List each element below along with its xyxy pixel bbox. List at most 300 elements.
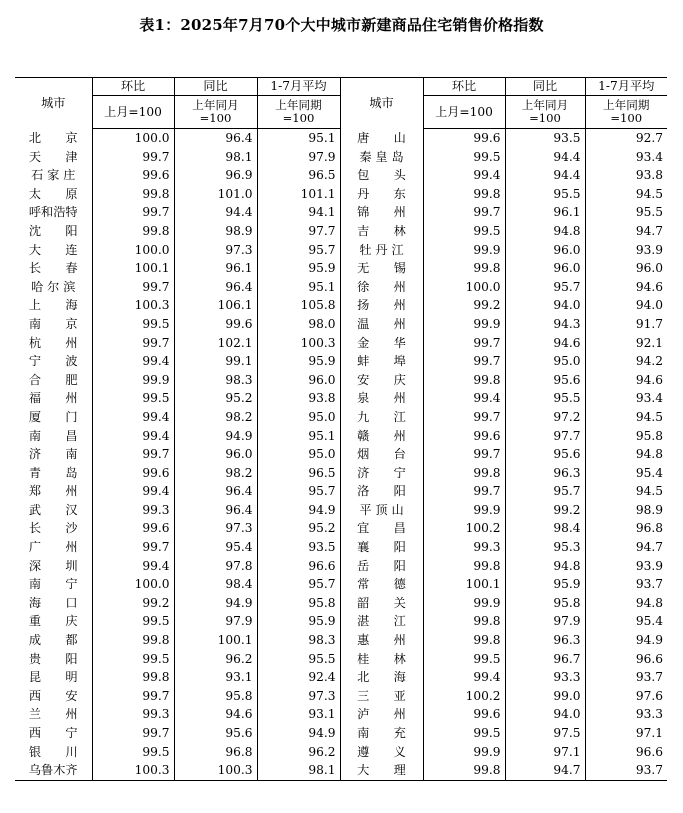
cell-city-left: 成 都	[28, 633, 78, 648]
cell-mom-right: 100.2	[423, 687, 505, 706]
cell-yoy-right: 94.8	[505, 222, 585, 241]
table-row	[15, 761, 667, 780]
avg-base-line1: 上年同期	[603, 98, 650, 112]
cell-yoy-left: 97.9	[174, 612, 257, 631]
table-row	[15, 352, 667, 371]
cell-city-right: 丹 东	[340, 185, 423, 204]
cell-mom-left: 100.3	[92, 296, 174, 315]
cell-city-left: 西 安	[28, 688, 78, 703]
cell-city-left: 南 昌	[28, 428, 78, 443]
cell-yoy-right: 95.5	[505, 389, 585, 408]
cell-mom-left: 99.3	[92, 705, 174, 724]
cell-city-left: 兰 州	[28, 707, 78, 722]
cell-mom-right: 99.7	[423, 334, 505, 353]
table-row	[15, 557, 667, 576]
cell-mom-left: 100.3	[92, 761, 174, 780]
cell-city-right: 泸 州	[340, 705, 423, 724]
cell-avg-right: 91.7	[585, 315, 667, 334]
cell-avg-left: 95.0	[257, 445, 340, 464]
table-row	[15, 166, 667, 185]
cell-avg-left: 93.1	[257, 705, 340, 724]
cell-avg-right: 93.4	[585, 389, 667, 408]
cell-yoy-right: 94.4	[505, 148, 585, 167]
cell-city-right: 烟 台	[340, 445, 423, 464]
cell-mom-left: 99.8	[92, 222, 174, 241]
table-row	[15, 705, 667, 724]
cell-avg-right: 94.6	[585, 371, 667, 390]
cell-yoy-right: 95.7	[505, 278, 585, 297]
mom-header-left: 环比	[92, 78, 174, 96]
cell-mom-right: 99.5	[423, 148, 505, 167]
cell-yoy-right: 94.0	[505, 296, 585, 315]
cell-yoy-right: 97.7	[505, 427, 585, 446]
cell-avg-right: 94.7	[585, 222, 667, 241]
cell-mom-right: 99.5	[423, 650, 505, 669]
cell-yoy-right: 96.3	[505, 464, 585, 483]
cell-mom-right: 99.4	[423, 389, 505, 408]
cell-city-left: 重 庆	[28, 614, 78, 629]
cell-avg-left: 96.5	[257, 464, 340, 483]
cell-mom-right: 99.7	[423, 408, 505, 427]
cell-city-right: 常 德	[340, 575, 423, 594]
cell-city-right: 无 锡	[340, 259, 423, 278]
cell-mom-right: 99.4	[423, 668, 505, 687]
cell-avg-right: 93.4	[585, 148, 667, 167]
cell-mom-left: 99.4	[92, 427, 174, 446]
table-row	[15, 389, 667, 408]
cell-avg-left: 92.4	[257, 668, 340, 687]
table-row	[15, 482, 667, 501]
cell-mom-left: 99.7	[92, 687, 174, 706]
table-row	[15, 315, 667, 334]
cell-city-left: 沈 阳	[28, 223, 78, 238]
cell-mom-right: 99.7	[423, 445, 505, 464]
cell-mom-left: 100.0	[92, 575, 174, 594]
cell-yoy-left: 95.4	[174, 538, 257, 557]
cell-yoy-right: 99.0	[505, 687, 585, 706]
cell-mom-left: 99.6	[92, 464, 174, 483]
cell-yoy-left: 102.1	[174, 334, 257, 353]
cell-avg-right: 94.5	[585, 408, 667, 427]
cell-mom-right: 99.7	[423, 203, 505, 222]
table-body	[15, 129, 667, 781]
cell-avg-right: 94.7	[585, 538, 667, 557]
cell-avg-left: 95.7	[257, 482, 340, 501]
cell-yoy-right: 96.0	[505, 241, 585, 260]
table-row	[15, 519, 667, 538]
mom-base-right: 上月=100	[423, 96, 505, 129]
table-row	[15, 575, 667, 594]
cell-city-right: 吉 林	[340, 222, 423, 241]
cell-city-left: 天 津	[28, 149, 78, 164]
cell-yoy-right: 94.7	[505, 761, 585, 780]
cell-avg-left: 95.1	[257, 278, 340, 297]
table-row	[15, 594, 667, 613]
cell-avg-right: 93.7	[585, 668, 667, 687]
cell-city-left: 上 海	[28, 298, 78, 313]
yoy-base-line2: =100	[199, 111, 232, 125]
cell-avg-left: 96.2	[257, 743, 340, 762]
cell-avg-right: 93.9	[585, 557, 667, 576]
cell-yoy-right: 94.0	[505, 705, 585, 724]
cell-city-right: 襄 阳	[340, 538, 423, 557]
cell-yoy-left: 96.2	[174, 650, 257, 669]
cell-city-right: 包 头	[340, 166, 423, 185]
cell-mom-left: 99.4	[92, 482, 174, 501]
cell-yoy-right: 98.4	[505, 519, 585, 538]
cell-city-left: 南 宁	[28, 577, 78, 592]
table-row	[15, 427, 667, 446]
cell-city-left: 哈 尔 滨	[31, 279, 76, 294]
cell-avg-right: 96.6	[585, 743, 667, 762]
table-row	[15, 650, 667, 669]
cell-mom-right: 100.1	[423, 575, 505, 594]
cell-city-left: 石 家 庄	[31, 168, 76, 183]
cell-yoy-left: 99.1	[174, 352, 257, 371]
cell-mom-right: 99.4	[423, 166, 505, 185]
cell-mom-left: 99.5	[92, 315, 174, 334]
cell-yoy-left: 98.2	[174, 408, 257, 427]
table-header	[15, 78, 667, 129]
cell-city-right: 韶 关	[340, 594, 423, 613]
cell-avg-right: 95.4	[585, 464, 667, 483]
yoy-base-right	[505, 96, 585, 129]
cell-mom-right: 99.8	[423, 557, 505, 576]
cell-yoy-right: 94.6	[505, 334, 585, 353]
cell-yoy-right: 94.4	[505, 166, 585, 185]
cell-avg-right: 94.9	[585, 631, 667, 650]
cell-yoy-right: 93.5	[505, 129, 585, 148]
cell-yoy-left: 94.6	[174, 705, 257, 724]
cell-city-right: 北 海	[340, 668, 423, 687]
cell-yoy-left: 95.8	[174, 687, 257, 706]
cell-yoy-right: 94.8	[505, 557, 585, 576]
cell-yoy-right: 97.5	[505, 724, 585, 743]
cell-city-left: 长 沙	[28, 521, 78, 536]
cell-yoy-left: 96.4	[174, 501, 257, 520]
cell-city-left: 太 原	[28, 186, 78, 201]
cell-yoy-right: 95.9	[505, 575, 585, 594]
table-row	[15, 464, 667, 483]
cell-avg-left: 95.0	[257, 408, 340, 427]
cell-yoy-left: 98.9	[174, 222, 257, 241]
cell-mom-left: 99.5	[92, 743, 174, 762]
cell-mom-left: 99.4	[92, 408, 174, 427]
cell-avg-left: 97.7	[257, 222, 340, 241]
cell-yoy-right: 95.3	[505, 538, 585, 557]
cell-mom-right: 99.5	[423, 222, 505, 241]
cell-city-right: 三 亚	[340, 687, 423, 706]
cell-mom-right: 99.9	[423, 501, 505, 520]
cell-avg-right: 94.0	[585, 296, 667, 315]
avg-base-right	[585, 96, 667, 129]
cell-yoy-left: 94.9	[174, 594, 257, 613]
cell-city-right: 济 宁	[340, 464, 423, 483]
table-title: 表1：2025年7月70个大中城市新建商品住宅销售价格指数	[139, 16, 544, 34]
cell-yoy-left: 96.4	[174, 129, 257, 148]
cell-avg-right: 93.7	[585, 761, 667, 780]
cell-avg-right: 95.5	[585, 203, 667, 222]
cell-city-right: 泉 州	[340, 389, 423, 408]
cell-mom-right: 99.8	[423, 631, 505, 650]
yoy-base-line1: 上年同月	[521, 98, 569, 112]
yoy-base-line1: 上年同月	[192, 98, 239, 112]
cell-mom-right: 100.0	[423, 278, 505, 297]
avg-base-line2: =100	[282, 111, 315, 125]
cell-avg-right: 98.9	[585, 501, 667, 520]
cell-yoy-left: 95.2	[174, 389, 257, 408]
cell-mom-left: 99.2	[92, 594, 174, 613]
cell-city-right: 金 华	[340, 334, 423, 353]
cell-yoy-left: 98.3	[174, 371, 257, 390]
cell-avg-left: 95.9	[257, 352, 340, 371]
table-row	[15, 687, 667, 706]
cell-city-right: 大 理	[340, 761, 423, 780]
cell-yoy-left: 96.4	[174, 482, 257, 501]
cell-mom-right: 99.5	[423, 724, 505, 743]
mom-header-right: 环比	[423, 78, 505, 96]
table-row	[15, 241, 667, 260]
cell-city-left: 南 京	[28, 316, 78, 331]
cell-mom-left: 99.8	[92, 631, 174, 650]
cell-city-right: 桂 林	[340, 650, 423, 669]
cell-avg-left: 95.9	[257, 612, 340, 631]
table-row	[15, 278, 667, 297]
cell-city-left: 武 汉	[28, 502, 78, 517]
cell-mom-right: 99.9	[423, 315, 505, 334]
cell-avg-right: 97.6	[585, 687, 667, 706]
cell-yoy-left: 98.4	[174, 575, 257, 594]
table-row	[15, 538, 667, 557]
cell-yoy-right: 93.3	[505, 668, 585, 687]
cell-mom-right: 99.2	[423, 296, 505, 315]
cell-avg-left: 96.0	[257, 371, 340, 390]
cell-avg-left: 95.5	[257, 650, 340, 669]
cell-mom-left: 99.5	[92, 612, 174, 631]
cell-yoy-left: 100.3	[174, 761, 257, 780]
cell-yoy-right: 97.2	[505, 408, 585, 427]
cell-avg-left: 95.9	[257, 259, 340, 278]
cell-mom-right: 99.3	[423, 538, 505, 557]
cell-mom-right: 99.8	[423, 761, 505, 780]
cell-yoy-left: 96.1	[174, 259, 257, 278]
cell-mom-right: 99.9	[423, 241, 505, 260]
cell-mom-left: 99.6	[92, 166, 174, 185]
cell-avg-left: 95.1	[257, 129, 340, 148]
cell-city-left: 合 肥	[28, 372, 78, 387]
cell-avg-right: 94.2	[585, 352, 667, 371]
cell-mom-left: 99.5	[92, 389, 174, 408]
table-row	[15, 129, 667, 148]
cell-city-right: 扬 州	[340, 296, 423, 315]
table-row	[15, 222, 667, 241]
cell-city-left: 福 州	[28, 391, 78, 406]
cell-mom-left: 99.7	[92, 203, 174, 222]
cell-avg-right: 93.9	[585, 241, 667, 260]
cell-city-right: 牡 丹 江	[340, 241, 423, 260]
cell-mom-left: 99.5	[92, 650, 174, 669]
cell-yoy-right: 97.1	[505, 743, 585, 762]
cell-mom-left: 99.8	[92, 185, 174, 204]
table-row	[15, 612, 667, 631]
cell-yoy-right: 99.2	[505, 501, 585, 520]
cell-mom-left: 99.8	[92, 668, 174, 687]
cell-mom-left: 99.7	[92, 334, 174, 353]
cell-city-right: 遵 义	[340, 743, 423, 762]
yoy-base-line2: =100	[529, 111, 561, 125]
cell-avg-left: 98.3	[257, 631, 340, 650]
cell-avg-left: 94.9	[257, 724, 340, 743]
cell-mom-left: 99.6	[92, 519, 174, 538]
cell-yoy-right: 95.8	[505, 594, 585, 613]
cell-avg-right: 94.8	[585, 594, 667, 613]
cell-yoy-right: 95.7	[505, 482, 585, 501]
cell-yoy-left: 98.1	[174, 148, 257, 167]
cell-city-left: 北 京	[28, 130, 78, 145]
cell-avg-left: 97.3	[257, 687, 340, 706]
cell-avg-left: 95.7	[257, 575, 340, 594]
cell-avg-right: 97.1	[585, 724, 667, 743]
cell-yoy-right: 96.7	[505, 650, 585, 669]
cell-city-left: 厦 门	[28, 409, 78, 424]
cell-avg-right: 93.8	[585, 166, 667, 185]
cell-city-right: 九 江	[340, 408, 423, 427]
cell-yoy-left: 96.0	[174, 445, 257, 464]
cell-avg-left: 100.3	[257, 334, 340, 353]
table-row	[15, 148, 667, 167]
cell-avg-right: 96.8	[585, 519, 667, 538]
table-row	[15, 334, 667, 353]
cell-avg-right: 94.5	[585, 185, 667, 204]
cell-city-left: 大 连	[28, 242, 78, 257]
cell-city-left: 宁 波	[28, 354, 78, 369]
cell-avg-right: 94.6	[585, 278, 667, 297]
cell-avg-right: 94.8	[585, 445, 667, 464]
cell-mom-left: 100.0	[92, 129, 174, 148]
cell-yoy-right: 96.0	[505, 259, 585, 278]
cell-avg-right: 96.0	[585, 259, 667, 278]
avg-base-left	[257, 96, 340, 129]
cell-mom-left: 99.4	[92, 352, 174, 371]
cell-mom-left: 99.9	[92, 371, 174, 390]
yoy-base-left	[174, 96, 257, 129]
cell-yoy-left: 95.6	[174, 724, 257, 743]
cell-yoy-right: 95.5	[505, 185, 585, 204]
cell-yoy-right: 96.1	[505, 203, 585, 222]
cell-mom-left: 99.7	[92, 724, 174, 743]
cell-mom-right: 99.8	[423, 464, 505, 483]
cell-city-left: 呼和浩特	[28, 205, 78, 220]
cell-city-right: 岳 阳	[340, 557, 423, 576]
cell-city-left: 济 南	[28, 447, 78, 462]
cell-mom-left: 99.4	[92, 557, 174, 576]
cell-yoy-left: 97.8	[174, 557, 257, 576]
cell-yoy-right: 94.3	[505, 315, 585, 334]
avg-base-line1: 上年同期	[275, 98, 322, 112]
cell-avg-left: 93.8	[257, 389, 340, 408]
cell-city-right: 锦 州	[340, 203, 423, 222]
cell-mom-right: 99.7	[423, 352, 505, 371]
table-row	[15, 296, 667, 315]
cell-avg-left: 95.1	[257, 427, 340, 446]
city-header-right: 城市	[340, 78, 423, 129]
cell-avg-left: 97.9	[257, 148, 340, 167]
cell-city-right: 宜 昌	[340, 519, 423, 538]
cell-city-right: 湛 江	[340, 612, 423, 631]
table-row	[15, 743, 667, 762]
cell-yoy-right: 95.6	[505, 445, 585, 464]
cell-mom-left: 99.7	[92, 538, 174, 557]
cell-city-left: 杭 州	[28, 335, 78, 350]
table-row	[15, 185, 667, 204]
cell-yoy-left: 106.1	[174, 296, 257, 315]
table-row	[15, 203, 667, 222]
cell-yoy-left: 101.0	[174, 185, 257, 204]
cell-city-left: 海 口	[28, 595, 78, 610]
cell-city-left: 西 宁	[28, 726, 78, 740]
cell-mom-left: 99.3	[92, 501, 174, 520]
table-row	[15, 408, 667, 427]
cell-city-right: 温 州	[340, 315, 423, 334]
cell-city-right: 徐 州	[340, 278, 423, 297]
cell-city-right: 南 充	[340, 724, 423, 743]
cell-mom-right: 99.6	[423, 129, 505, 148]
cell-city-right: 平 顶 山	[340, 501, 423, 520]
cell-mom-right: 99.9	[423, 743, 505, 762]
cell-avg-left: 93.5	[257, 538, 340, 557]
cell-mom-left: 100.1	[92, 259, 174, 278]
cell-yoy-right: 95.0	[505, 352, 585, 371]
cell-city-left: 长 春	[28, 261, 78, 276]
cell-city-left: 银 川	[28, 744, 78, 759]
cell-city-right: 秦 皇 岛	[340, 148, 423, 167]
table-row	[15, 445, 667, 464]
table-row	[15, 371, 667, 390]
cell-yoy-left: 97.3	[174, 241, 257, 260]
cell-yoy-left: 93.1	[174, 668, 257, 687]
cell-yoy-left: 94.4	[174, 203, 257, 222]
price-index-table	[15, 77, 667, 781]
cell-yoy-right: 97.9	[505, 612, 585, 631]
cell-mom-right: 99.8	[423, 371, 505, 390]
cell-yoy-right: 96.3	[505, 631, 585, 650]
cell-avg-right: 92.1	[585, 334, 667, 353]
cell-yoy-left: 96.8	[174, 743, 257, 762]
cell-yoy-right: 95.6	[505, 371, 585, 390]
avg-header-left: 1-7月平均	[257, 78, 340, 96]
cell-yoy-left: 96.9	[174, 166, 257, 185]
table-row	[15, 631, 667, 650]
cell-avg-left: 101.1	[257, 185, 340, 204]
avg-header-right: 1-7月平均	[585, 78, 667, 96]
cell-city-right: 赣 州	[340, 427, 423, 446]
cell-avg-left: 94.9	[257, 501, 340, 520]
cell-mom-left: 99.7	[92, 445, 174, 464]
cell-yoy-left: 94.9	[174, 427, 257, 446]
cell-avg-left: 95.2	[257, 519, 340, 538]
cell-yoy-left: 97.3	[174, 519, 257, 538]
cell-yoy-left: 98.2	[174, 464, 257, 483]
yoy-header-left: 同比	[174, 78, 257, 96]
mom-base-left: 上月=100	[92, 96, 174, 129]
cell-city-right: 蚌 埠	[340, 352, 423, 371]
cell-city-left: 广 州	[28, 540, 78, 555]
cell-avg-right: 93.7	[585, 575, 667, 594]
cell-avg-left: 95.7	[257, 241, 340, 260]
cell-city-left: 昆 明	[28, 670, 78, 685]
cell-avg-left: 94.1	[257, 203, 340, 222]
cell-avg-left: 95.8	[257, 594, 340, 613]
